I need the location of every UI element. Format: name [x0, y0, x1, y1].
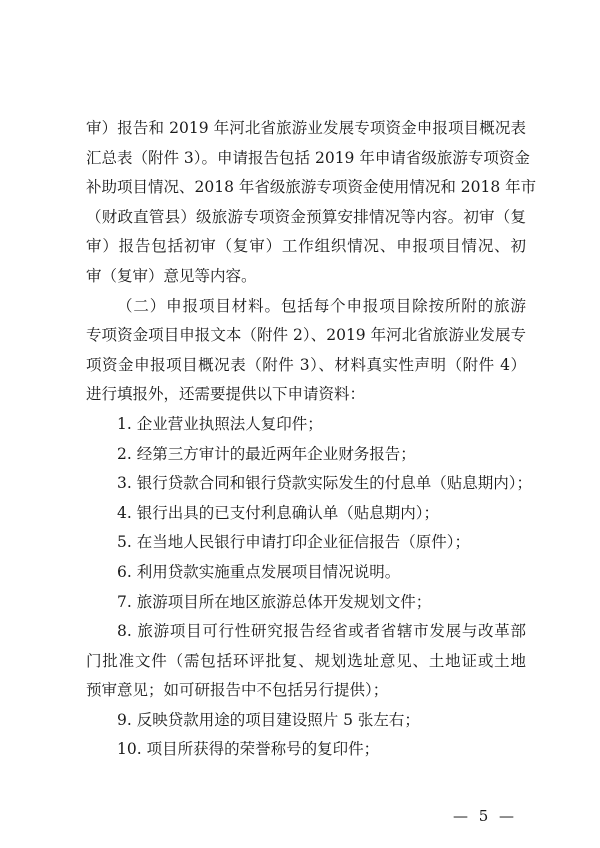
- text-line: 8. 旅游项目可行性研究报告经省或者省辖市发展与改革部: [117, 622, 526, 641]
- text-line: 7. 旅游项目所在地区旅游总体开发规划文件；: [117, 592, 432, 611]
- text-line: 项资金申报项目概况表（附件 3）、材料真实性声明（附件 4）: [86, 355, 526, 374]
- text-line: 补助项目情况、2018 年省级旅游专项资金使用情况和 2018 年市: [86, 178, 537, 197]
- text-line: 3. 银行贷款合同和银行贷款实际发生的付息单（贴息期内）；: [117, 474, 532, 493]
- text-line: 4. 银行出具的已支付利息确认单（贴息期内）；: [117, 503, 439, 522]
- text-line: 审）报告包括初审（复审）工作组织情况、申报项目情况、初: [86, 237, 526, 256]
- text-line: 5. 在当地人民银行申请打印企业征信报告（原件）；: [117, 533, 470, 552]
- text-line: 2. 经第三方审计的最近两年企业财务报告；: [117, 444, 416, 463]
- text-line: 6. 利用贷款实施重点发展项目情况说明。: [117, 562, 401, 581]
- document-body: [86, 114, 537, 765]
- text-line: （财政直管县）级旅游专项资金预算安排情况等内容。初审（复: [86, 207, 526, 226]
- text-line: 审）报告和 2019 年河北省旅游业发展专项资金申报项目概况表: [86, 119, 526, 137]
- text-line: 9. 反映贷款用途的项目建设照片 5 张左右；: [117, 710, 420, 729]
- page-number: — 5 —: [452, 807, 518, 825]
- text-line: 进行填报外，还需要提供以下申请资料：: [86, 385, 366, 404]
- text-line: 1. 企业营业执照法人复印件；: [117, 414, 323, 433]
- text-line: 汇总表（附件 3）。申请报告包括 2019 年申请省级旅游专项资金: [86, 148, 530, 167]
- text-line: （二）申报项目材料。包括每个申报项目除按所附的旅游: [117, 296, 526, 315]
- text-line: 门批准文件（需包括环评批复、规划选址意见、土地证或土地: [86, 651, 526, 670]
- text-line: 审（复审）意见等内容。: [86, 266, 257, 285]
- text-line: 10. 项目所获得的荣誉称号的复印件；: [117, 740, 380, 759]
- text-line: 预审意见；如可研报告中不包括另行提供）；: [86, 681, 389, 700]
- text-line: 专项资金项目申报文本（附件 2）、2019 年河北省旅游业发展专: [86, 326, 526, 345]
